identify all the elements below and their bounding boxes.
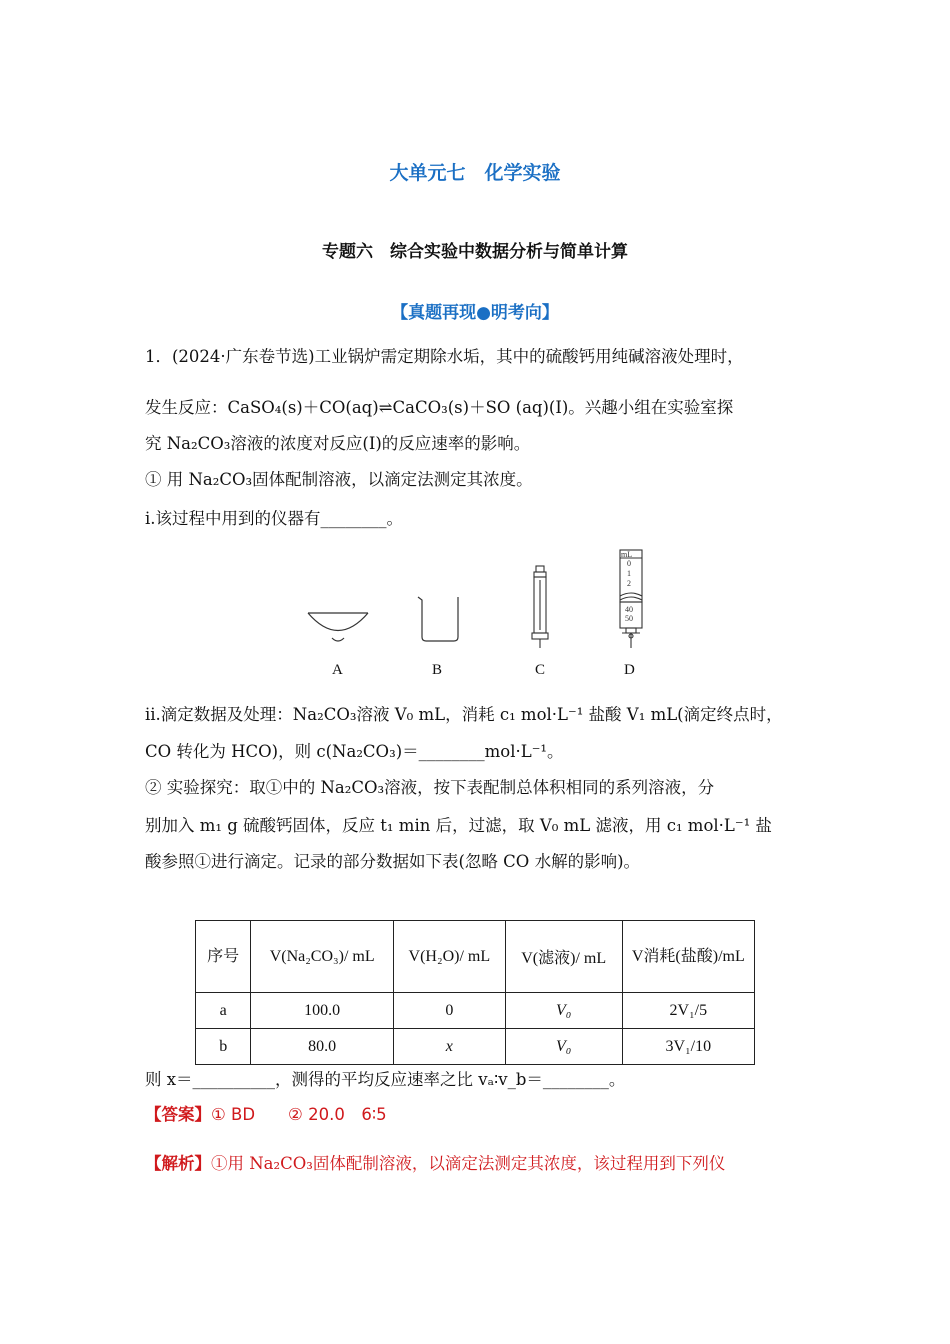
answer-block <box>145 1104 387 1126</box>
table-cell: 3V₁/10 <box>622 1029 754 1065</box>
table-cell: 2V₁/5 <box>622 993 754 1029</box>
burette-mark-40: 40 <box>625 605 633 614</box>
question-line-6: ⅱ.滴定数据及处理：Na₂CO₃溶液 V₀ mL，消耗 c₁ mol·L⁻¹ 盐酸 V₁ mL(滴定终点时， <box>145 705 783 724</box>
table-cell: V₀ <box>505 1029 622 1065</box>
analysis-text: ①用 Na₂CO₃固体配制溶液，以滴定法测定其浓度，该过程用到下列仪 <box>211 1154 726 1173</box>
question-line-1: 1．(2024·广东卷节选)工业锅炉需定期除水垢，其中的硫酸钙用纯碱溶液处理时， <box>145 347 744 366</box>
burette-mark-50: 50 <box>625 614 633 623</box>
data-table <box>195 920 755 1065</box>
question-line-4: ① 用 Na₂CO₃固体配制溶液，以滴定法测定其浓度。 <box>145 470 533 489</box>
question-line-3: 究 Na₂CO₃溶液的浓度对反应(Ⅰ)的反应速率的影响。 <box>145 434 531 453</box>
table-cell: x <box>393 1029 505 1065</box>
base-burette-icon <box>620 550 642 648</box>
topic-title: 专题六 综合实验中数据分析与简单计算 <box>322 242 628 262</box>
burette-mark-ml: mL <box>621 550 633 559</box>
table-header-cell: V(Na₂CO₃)/ mL <box>251 921 394 993</box>
acid-burette-icon <box>532 566 548 648</box>
section-tag: 【真题再现●明考向】 <box>391 303 559 323</box>
table-header-cell: V消耗(盐酸)/mL <box>622 921 754 993</box>
table-cell: 100.0 <box>251 993 394 1029</box>
table-header-cell: V(H₂O)/ mL <box>393 921 505 993</box>
table-cell: b <box>196 1029 251 1065</box>
question-line-2: 发生反应：CaSO₄(s)＋CO(aq)⇌CaCO₃(s)＋SO (aq)(Ⅰ)。兴趣小组在实验室探 <box>145 398 734 417</box>
table-header-cell: 序号 <box>196 921 251 993</box>
question-line-9: 别加入 m₁ g 硫酸钙固体，反应 t₁ min 后，过滤，取 V₀ mL 滤液，用 c₁ mol·L⁻¹ 盐 <box>145 816 772 835</box>
figure-label-c: C <box>535 662 546 678</box>
table-row <box>196 993 755 1029</box>
question-line-10: 酸参照①进行滴定。记录的部分数据如下表(忽略 CO 水解的影响)。 <box>145 852 641 871</box>
burette-mark-0: 0 <box>627 559 631 568</box>
burette-mark-2: 2 <box>627 579 631 588</box>
question-line-5: ⅰ.该过程中用到的仪器有________。 <box>145 509 404 528</box>
table-cell: 80.0 <box>251 1029 394 1065</box>
evaporating-dish-icon <box>308 613 368 641</box>
figure-label-d: D <box>624 662 635 678</box>
table-cell: a <box>196 993 251 1029</box>
answer-text: ① BD ② 20.0 6∶5 <box>211 1105 387 1124</box>
table-header-row <box>196 921 755 993</box>
table-header-cell: V(滤液)/ mL <box>505 921 622 993</box>
table-row <box>196 1029 755 1065</box>
question-line-11: 则 x＝__________，测得的平均反应速率之比 vₐ∶v_b＝________。 <box>145 1070 626 1089</box>
apparatus-figure <box>290 540 670 660</box>
figure-label-b: B <box>432 662 443 678</box>
unit-title: 大单元七 化学实验 <box>389 162 561 184</box>
table-cell: V₀ <box>505 993 622 1029</box>
beaker-icon <box>418 597 458 641</box>
analysis-label: 【解析】 <box>145 1154 211 1173</box>
figure-label-a: A <box>332 662 343 678</box>
analysis-block <box>145 1153 725 1175</box>
question-line-7: CO 转化为 HCO)，则 c(Na₂CO₃)＝________mol·L⁻¹。 <box>145 742 564 761</box>
question-line-8: ② 实验探究：取①中的 Na₂CO₃溶液，按下表配制总体积相同的系列溶液，分 <box>145 778 715 797</box>
table-cell: 0 <box>393 993 505 1029</box>
answer-label: 【答案】 <box>145 1105 211 1124</box>
burette-mark-1: 1 <box>627 569 631 578</box>
